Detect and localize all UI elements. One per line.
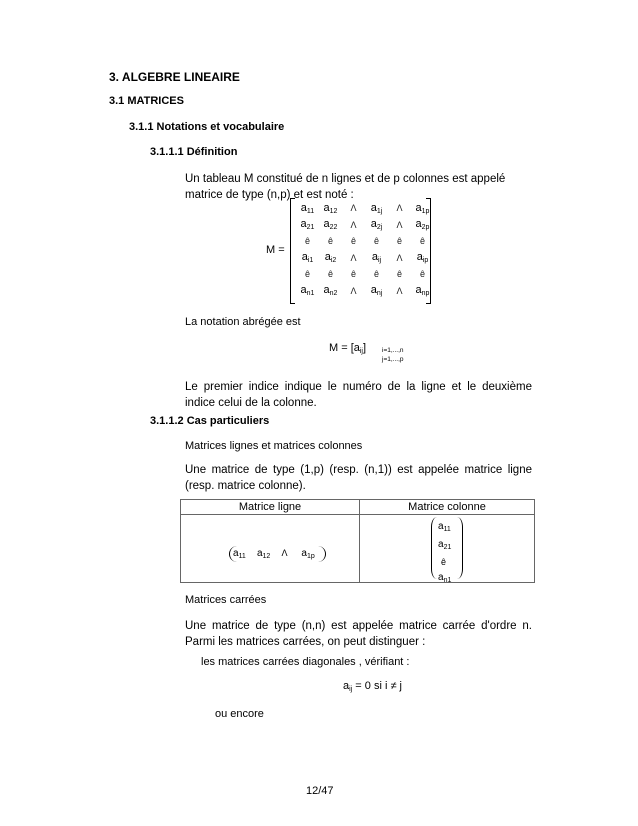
lc-title: Matrices lignes et matrices colonnes: [185, 440, 363, 452]
matrix-cell: $a_{i1}$: [301, 251, 314, 265]
col-matrix: $a_{11}$ $a_{21}$ ê $a_{n1}$: [438, 521, 452, 584]
table-row: [181, 515, 535, 583]
abbr-range-i: i=1,...,n: [382, 347, 404, 354]
heading-matrices: 3.1 MATRICES: [109, 95, 184, 107]
row-col-table: [180, 499, 535, 583]
matrix-cell: ê: [373, 236, 379, 247]
table-header-row: [181, 500, 535, 515]
matrix-cell: $a_{nj}$: [370, 284, 383, 298]
matrix-row-1: [296, 200, 434, 217]
matrix-row-5: [296, 266, 434, 283]
matrix-cell: Λ: [350, 285, 357, 296]
table-header-row-matrix: Matrice ligne: [181, 500, 360, 515]
matrix-cell: Λ: [396, 203, 403, 214]
matrix-cell: Λ: [396, 252, 403, 263]
matrix-cell: $a_{2p}$: [415, 218, 430, 232]
square-title: Matrices carrées: [185, 594, 267, 606]
abbr-intro: La notation abrégée est: [185, 316, 301, 328]
square-text: Une matrice de type (n,n) est appelée matrice carrée d'ordre n. Parmi les matrices carrées, on peut distinguer :: [185, 620, 532, 648]
matrix-cell: ê: [396, 236, 402, 247]
matrix-cell: Λ: [396, 219, 403, 230]
row-matrix: $a_{11}$ $a_{12}$ Λ $a_{1p}$: [233, 548, 315, 560]
diag-text: les matrices carrées diagonales , vérifiant :: [201, 656, 410, 668]
matrix-cell: $a_{ij}$: [371, 251, 382, 265]
matrix-cell: $a_{n2}$: [323, 284, 338, 298]
matrix-cell: ê: [373, 269, 379, 280]
matrix-cell: $a_{22}$: [323, 218, 338, 232]
matrix-cell: ê: [304, 236, 310, 247]
matrix-cell: ê: [419, 269, 425, 280]
matrix-cell: ê: [350, 269, 356, 280]
heading-definition: 3.1.1.1 Définition: [150, 146, 238, 158]
col-matrix-cell: [360, 515, 535, 583]
matrix-cell: ê: [419, 236, 425, 247]
matrix-cell: ê: [327, 236, 333, 247]
table-header-col-matrix: Matrice colonne: [360, 500, 535, 515]
page-number: 12/47: [306, 785, 334, 797]
matrix-cell: $a_{11}$: [300, 201, 315, 215]
heading-cas-particuliers: 3.1.1.2 Cas particuliers: [150, 415, 270, 427]
matrix-cell: $a_{2j}$: [370, 218, 383, 232]
abbr-formula: $M = [a_{ij}]$: [329, 342, 367, 355]
matrix-cell: Λ: [350, 203, 357, 214]
matrix-cell: $a_{ip}$: [416, 251, 429, 265]
matrix-cell: $a_{12}$: [323, 201, 338, 215]
heading-notations: 3.1.1 Notations et vocabulaire: [129, 121, 285, 133]
matrix-label: M =: [266, 244, 285, 256]
matrix-cell: Λ: [350, 252, 357, 263]
matrix-row-3: [296, 233, 434, 250]
matrix-cell: Λ: [350, 219, 357, 230]
matrix-cell: ê: [396, 269, 402, 280]
matrix-cell: ê: [304, 269, 310, 280]
or-text: ou encore: [215, 708, 264, 720]
matrix-cell: $a_{1j}$: [370, 201, 383, 215]
heading-algebre-lineaire: 3. ALGEBRE LINEAIRE: [109, 70, 240, 84]
matrix-row-4: [296, 250, 434, 267]
matrix-row-6: [296, 283, 434, 300]
abbr-range-j: j=1,...,p: [382, 356, 404, 363]
index-note: Le premier indice indique le numéro de la ligne et le deuxième indice celui de la colonne.: [185, 381, 532, 409]
matrix-cell: $a_{np}$: [415, 284, 430, 298]
matrix-cell: $a_{i2}$: [324, 251, 337, 265]
matrix-cell: ê: [327, 269, 333, 280]
lc-text: Une matrice de type (1,p) (resp. (n,1)) est appelée matrice ligne (resp. matrice colonne).: [185, 464, 532, 492]
matrix-cell: $a_{1p}$: [415, 201, 430, 215]
diag-formula: $a_{ij} = 0$ si i ≠ j: [343, 680, 402, 693]
definition-text: Un tableau M constitué de n lignes et de p colonnes est appelé matrice de type (n,p) et est noté :: [185, 173, 506, 201]
matrix-cell: Λ: [396, 285, 403, 296]
row-matrix-cell: [181, 515, 360, 583]
matrix-left-bracket: [290, 198, 295, 304]
matrix-cell: $a_{21}$: [300, 218, 315, 232]
matrix-m: [296, 200, 434, 299]
matrix-cell: $a_{n1}$: [300, 284, 315, 298]
matrix-row-2: [296, 217, 434, 234]
matrix-cell: ê: [350, 236, 356, 247]
